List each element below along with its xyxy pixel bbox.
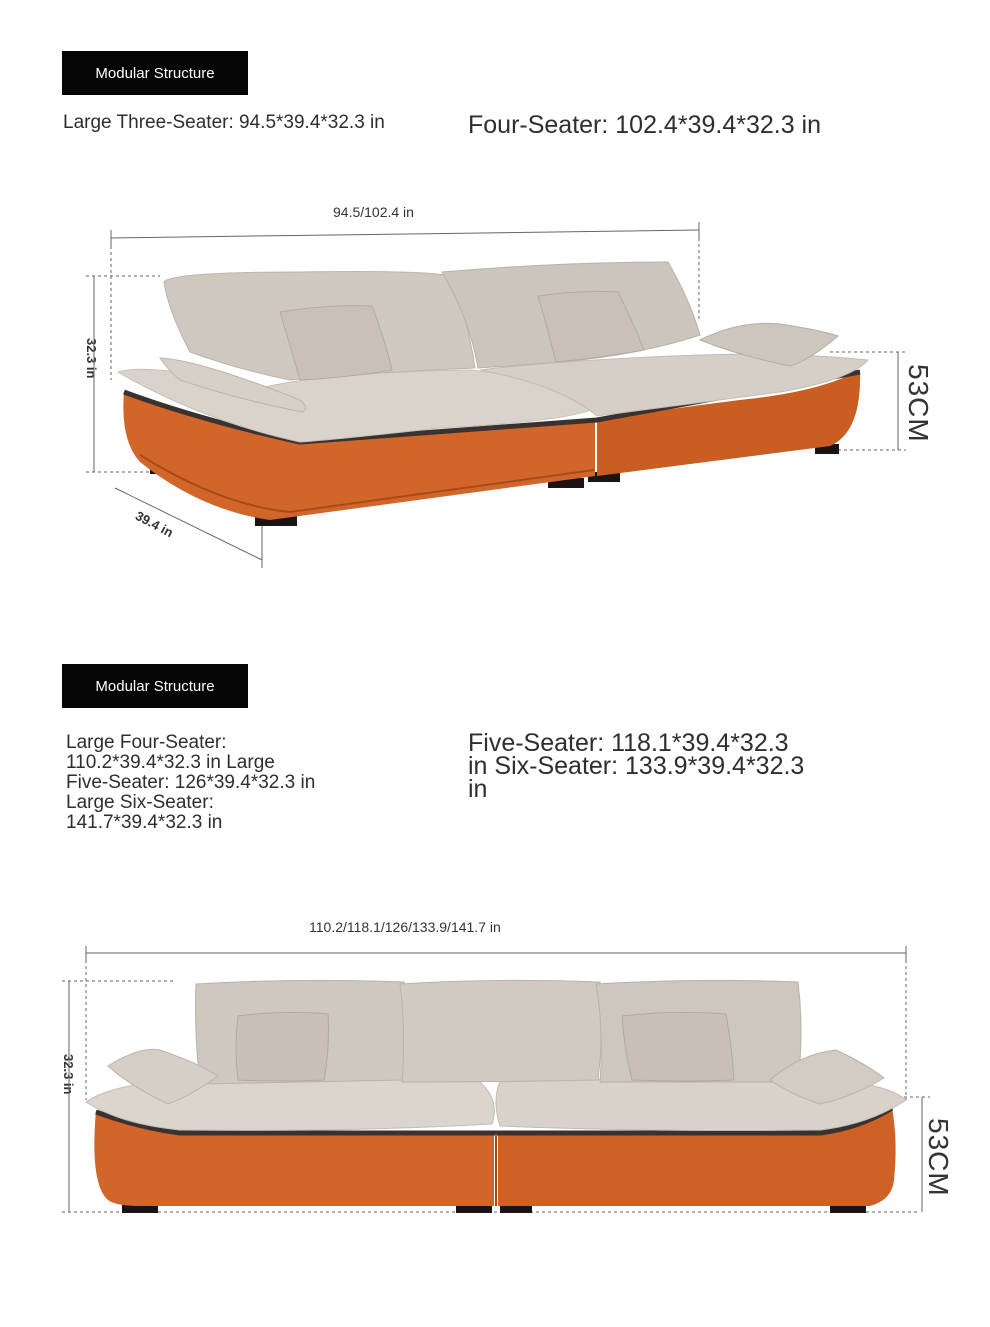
height-label-2: 32.3 in (61, 1054, 76, 1095)
spec-line: Large Six-Seater: (66, 792, 214, 813)
spec-line: Large Four-Seater: (66, 732, 227, 753)
spec-line: 141.7*39.4*32.3 in (66, 812, 223, 833)
throw-pillow (622, 1012, 734, 1081)
width-label-2: 110.2/118.1/126/133.9/141.7 in (309, 919, 501, 935)
depth-label-1: 39.4 in (132, 508, 176, 541)
spec-large-three-seater: Large Three-Seater: 94.5*39.4*32.3 in (63, 112, 385, 133)
spec-four-seater: Four-Seater: 102.4*39.4*32.3 in (468, 111, 822, 139)
spec-line: in (468, 775, 488, 803)
throw-pillow (236, 1012, 329, 1081)
modular-structure-badge-1: Modular Structure (62, 51, 248, 95)
back-cushion (400, 980, 602, 1082)
spec-line: 110.2*39.4*32.3 in Large (66, 752, 275, 773)
spec-line: Five-Seater: 118.1*39.4*32.3 (468, 729, 789, 757)
seat-height-label-1: 53CM (903, 364, 934, 443)
width-label-1: 94.5/102.4 in (333, 204, 414, 220)
spec-line: in Six-Seater: 133.9*39.4*32.3 (468, 752, 805, 780)
modular-structure-badge-2: Modular Structure (62, 664, 248, 708)
seat-height-label-2: 53CM (923, 1118, 954, 1197)
height-label-1: 32.3 in (84, 338, 99, 379)
spec-line: Five-Seater: 126*39.4*32.3 in (66, 772, 316, 793)
